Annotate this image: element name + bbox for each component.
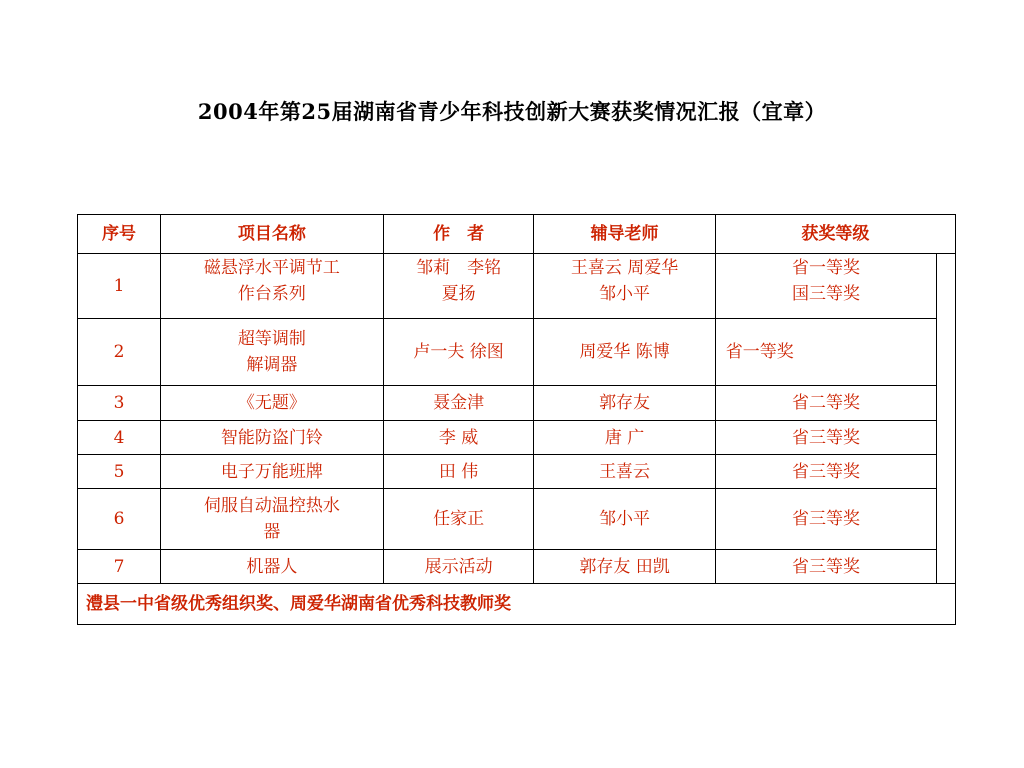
- cell-award-level: 省二等奖: [715, 386, 937, 421]
- cell-author: 李 威: [383, 421, 534, 455]
- cell-project-name: 电子万能班牌: [160, 455, 383, 489]
- header-teacher: 辅导老师: [534, 215, 715, 254]
- cell-award-level: 省三等奖: [715, 489, 937, 550]
- cell-project-name: [160, 319, 383, 386]
- cell-line: 作台系列: [237, 284, 306, 304]
- cell-author: [383, 254, 534, 319]
- cell-no: 1: [78, 254, 161, 319]
- table-footer-row: [78, 584, 956, 625]
- cell-line: 邹小平: [599, 284, 651, 304]
- cell-line: 省一等奖: [792, 258, 861, 278]
- slide-title: 2004年第25届湖南省青少年科技创新大赛获奖情况汇报（宜章）: [197, 99, 827, 124]
- table-row: [78, 550, 956, 584]
- cell-teacher: 唐 广: [534, 421, 715, 455]
- table-header-row: [78, 215, 956, 254]
- cell-no: 6: [78, 489, 161, 550]
- table-row: [78, 386, 956, 421]
- table-row: [78, 254, 956, 319]
- cell-no: 4: [78, 421, 161, 455]
- cell-award-level: 省三等奖: [715, 550, 937, 584]
- cell-teacher: 周爱华 陈博: [534, 319, 715, 386]
- cell-line: 王喜云 周爱华: [570, 258, 679, 278]
- cell-no: 3: [78, 386, 161, 421]
- cell-no: 2: [78, 319, 161, 386]
- cell-award-level: 省三等奖: [715, 455, 937, 489]
- cell-author: 展示活动: [383, 550, 534, 584]
- cell-project-name: [160, 489, 383, 550]
- cell-no: 5: [78, 455, 161, 489]
- awards-table: [77, 214, 956, 625]
- cell-award-level: 省一等奖: [715, 319, 937, 386]
- cell-award-level: 省三等奖: [715, 421, 937, 455]
- table-row: [78, 455, 956, 489]
- cell-author: 任家正: [383, 489, 534, 550]
- header-author: 作 者: [383, 215, 534, 254]
- cell-line: 国三等奖: [792, 284, 861, 304]
- cell-project-name: 机器人: [160, 550, 383, 584]
- header-project-name: 项目名称: [160, 215, 383, 254]
- table-row: [78, 489, 956, 550]
- header-award-level: 获奖等级: [715, 215, 955, 254]
- cell-teacher: 郭存友: [534, 386, 715, 421]
- cell-line: 解调器: [246, 355, 298, 375]
- cell-teacher: [534, 254, 715, 319]
- cell-line: 超等调制: [237, 329, 306, 349]
- cell-author: 卢一夫 徐图: [383, 319, 534, 386]
- cell-no: 7: [78, 550, 161, 584]
- cell-project-name: [160, 254, 383, 319]
- cell-line: 夏扬: [441, 284, 476, 304]
- footer-note: 澧县一中省级优秀组织奖、周爱华湖南省优秀科技教师奖: [78, 584, 956, 625]
- cell-teacher: 邹小平: [534, 489, 715, 550]
- cell-line: 磁悬浮水平调节工: [203, 258, 340, 278]
- cell-teacher: 王喜云: [534, 455, 715, 489]
- table-row: [78, 421, 956, 455]
- header-no: 序号: [78, 215, 161, 254]
- cell-project-name: 《无题》: [160, 386, 383, 421]
- cell-teacher: 郭存友 田凯: [534, 550, 715, 584]
- cell-author: 聂金津: [383, 386, 534, 421]
- cell-project-name: 智能防盗门铃: [160, 421, 383, 455]
- cell-line: 伺服自动温控热水: [203, 496, 340, 516]
- table-row: [78, 319, 956, 386]
- cell-line: 邹莉 李铭: [416, 258, 502, 278]
- cell-extra-column: [937, 254, 956, 584]
- cell-author: 田 伟: [383, 455, 534, 489]
- cell-award-level: [715, 254, 937, 319]
- cell-line: 器: [263, 522, 281, 542]
